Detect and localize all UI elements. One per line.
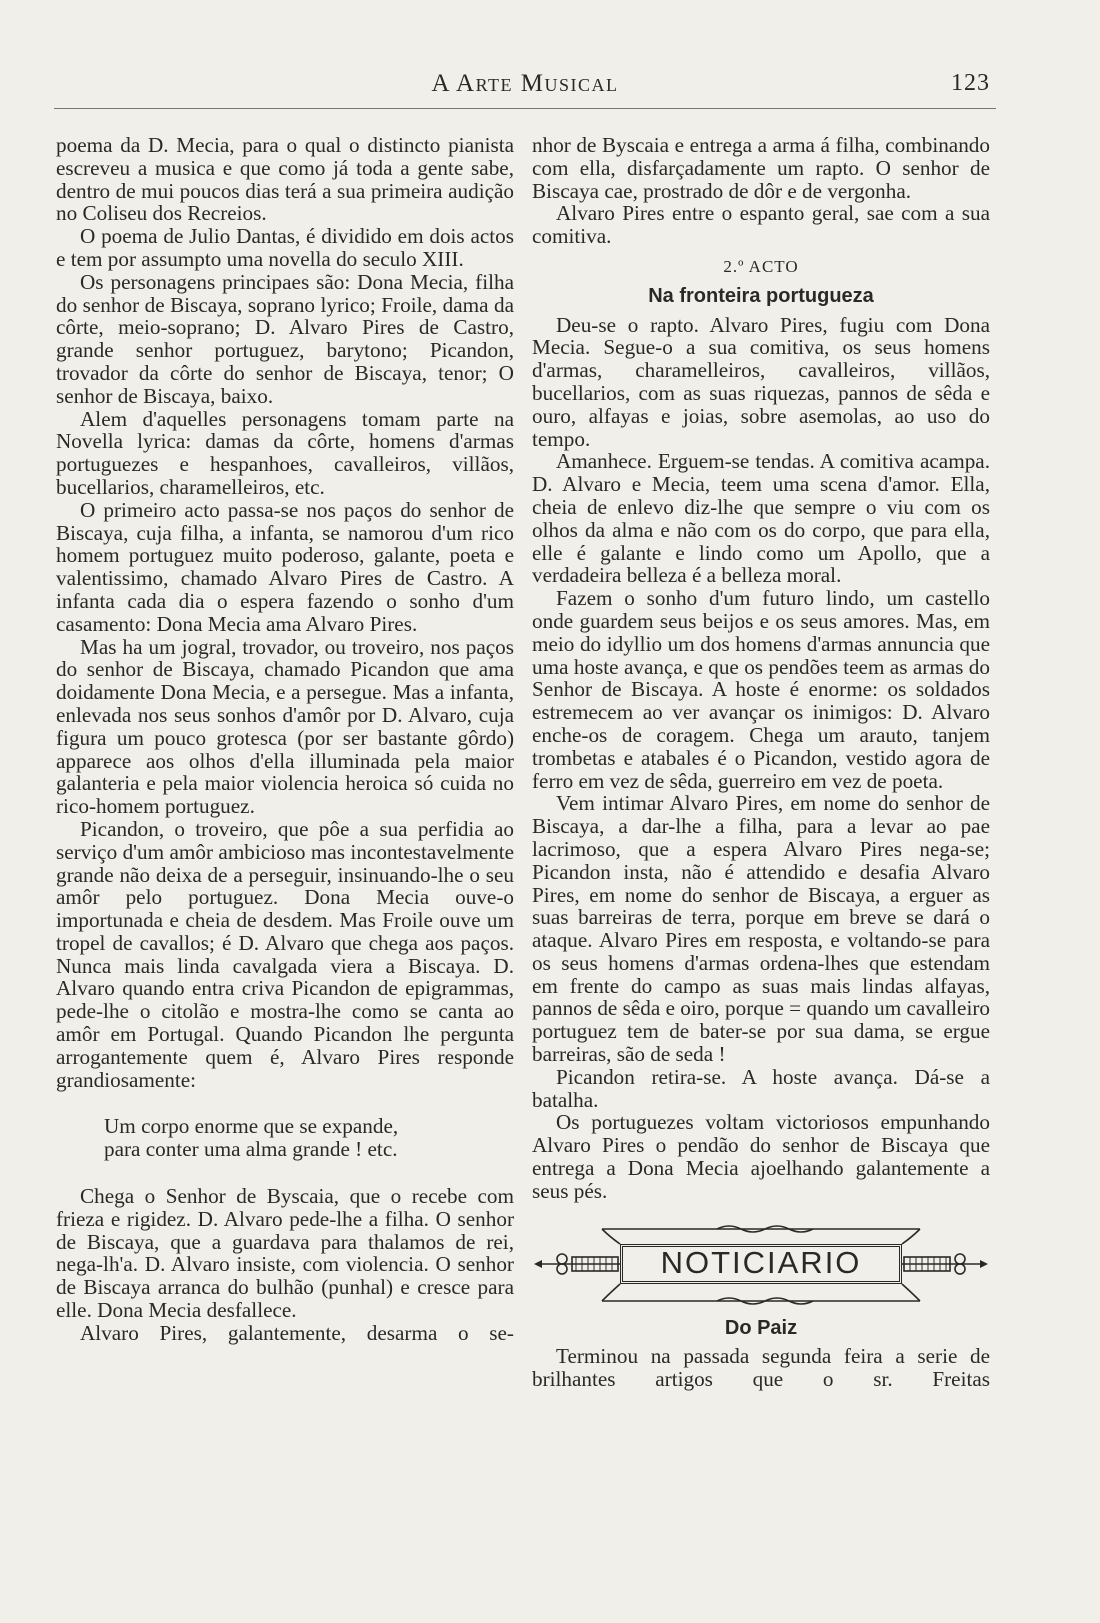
paragraph: Alvaro Pires, galantemente, desarma o se- bbox=[80, 1320, 514, 1345]
paragraph: Terminou na passada segunda feira a serie de brilhantes artigos que o sr. Freitas bbox=[532, 1344, 990, 1392]
paragraph: Os personagens principaes são: Dona Mecia, filha do senhor de Biscaya, soprano lyrico; Froile, dama da côrte, meio-soprano; D. Alvaro Pires de Castro, grande senhor portuguez, barytono; Picandon, trovador da côrte do senhor de Biscaya, tenor; O senhor de Biscaya, baixo. bbox=[56, 269, 514, 408]
act-title: Na fronteira portugueza bbox=[648, 284, 874, 307]
paragraph: Mas ha um jogral, trovador, ou troveiro, nos paços do senhor de Biscaya, chamado Picandon que ama doidamente Dona Mecia, e a persegue. Mas a infanta, enlevada nos seus sonhos d'amôr por D. Alvaro, cuja figura um pouco grotesca (por ser bastante gôrdo) apparece aos olhos d'ella illuminada pela maior galanteria e pela maior violencia heroica só cuida no rico-homem portuguez. bbox=[56, 634, 514, 819]
page-header bbox=[54, 70, 996, 106]
paragraph: poema da D. Mecia, para o qual o distincto pianista escreveu a musica e que como já toda a gente sabe, dentro de mui poucos dias terá a sua primeira audição no Coliseu dos Recreios. bbox=[56, 133, 514, 226]
page-number: 123 bbox=[951, 70, 990, 96]
left-column bbox=[56, 134, 514, 1345]
paragraph: Picandon, o troveiro, que pôe a sua perfidia ao serviço d'um amôr ambicioso mas incontestavelmente grande não deixa de a perseguir, insinuando-lhe o seu amôr pelo portuguez. Dona Mecia ouve-o importunada e cheia de desdem. Mas Froile ouve um tropel de cavallos; é D. Alvaro que chega aos paços. Nunca mais linda cavalgada viera a Biscaya. D. Alvaro quando entra criva Picandon de epigrammas, pede-lhe o citolão e mostra-lhe como se canta ao amôr em Portugal. Quando Picandon lhe pergunta arrogantemente quem é, Alvaro Pires responde grandiosamente: bbox=[56, 816, 514, 1092]
paragraph: O poema de Julio Dantas, é dividido em dois actos e tem por assumpto uma novella do seculo XIII. bbox=[56, 224, 514, 271]
verse-line: para conter uma alma grande ! etc. bbox=[104, 1137, 398, 1162]
paragraph: O primeiro acto passa-se nos paços do senhor de Biscaya, cuja filha, a infanta, se namorou d'um rico homem portuguez muito poderoso, galante, poeta e valentissimo, chamado Alvaro Pires de Castro. A infanta cada dia o espera fazendo o sonho d'um casamento: Dona Mecia ama Alvaro Pires. bbox=[56, 497, 514, 636]
paragraph: Os portuguezes voltam victoriosos empunhando Alvaro Pires o pendão do senhor de Biscaya que entrega a Dona Mecia ajoelhando galantemente a seus pés. bbox=[532, 1110, 990, 1203]
paragraph: Alvaro Pires entre o espanto geral, sae com a sua comitiva. bbox=[532, 201, 990, 249]
verse-line: Um corpo enorme que se expande, bbox=[104, 1114, 399, 1139]
header-rule bbox=[54, 108, 996, 109]
act-heading: 2.º ACTO bbox=[723, 256, 799, 276]
verse-quote bbox=[104, 1115, 514, 1161]
paragraph: Picandon retira-se. A hoste avança. Dá-se a batalha. bbox=[532, 1064, 990, 1112]
paragraph: Deu-se o rapto. Alvaro Pires, fugiu com Dona Mecia. Segue-o a sua comitiva, os seus homens d'armas, charamelleiros, cavalleiros, villãos, bucellarios, com as suas riquezas, pannos de sêda e ouro, alfayas e joias, sobre asemolas, ao uso do tempo. bbox=[532, 312, 990, 451]
paragraph: Fazem o sonho d'um futuro lindo, um castello onde guardem seus beijos e os seus amores. Mas, em meio do idyllio um dos homens d'armas annuncia que uma hoste avança, e que os pendões teem as armas do Senhor de Biscaya. A hoste é enorme: os soldados estremecem ao ver avançar os inimigos: D. Alvaro enche-os de coragem. Chega um arauto, tanjem trombetas e atabales é o Picandon, vestido agora de ferro em vez de sêda, guerreiro em vez de poeta. bbox=[532, 586, 990, 793]
noticiario-banner bbox=[532, 1223, 990, 1307]
paragraph: Amanhece. Erguem-se tendas. A comitiva acampa. D. Alvaro e Mecia, teem uma scena d'amor. Ella, cheia de enlevo diz-lhe que sempre o viu com os olhos da alma e não com os do corpo, que para ella, elle é galante e lindo como um Apollo, que a verdadeira belleza é a belleza moral. bbox=[532, 449, 990, 588]
section-title: Do Paiz bbox=[724, 1316, 798, 1339]
journal-title: A Arte Musical bbox=[431, 70, 619, 97]
right-column bbox=[532, 134, 990, 1391]
paragraph: nhor de Byscaia e entrega a arma á filha, combinando com ella, disfarçadamente um rapto. O senhor de Biscaya cae, prostrado de dôr e de vergonha. bbox=[532, 133, 990, 203]
paragraph: Chega o Senhor de Byscaia, que o recebe com frieza e rigidez. D. Alvaro pede-lhe a filha. O senhor de Biscaya, que a guardava para thalamos de rei, nega-lh'a. D. Alvaro insiste, com violencia. O senhor de Biscaya arranca do bulhão (punhal) e cresce para elle. Dona Mecia desfallece. bbox=[56, 1184, 514, 1323]
noticiario-title: NOTICIARIO bbox=[620, 1244, 902, 1284]
paragraph: Vem intimar Alvaro Pires, em nome do senhor de Biscaya, a dar-lhe a filha, para a levar ao pae lacrimoso, que a espera Alvaro Pires nega-se; Picandon insta, não é attendido e desafia Alvaro Pires, em nome do senhor de Biscaya, a erguer as suas barreiras de terra, porque em breve se dará o ataque. Alvaro Pires em resposta, e voltando-se para os seus homens d'armas ordena-lhes que estendam em frente do campo as suas mais lindas alfayas, pannos de sêda e oiro, porque = quando um cavalleiro portuguez tem de bater-se por sua dama, se ergue barreiras, são de seda ! bbox=[532, 791, 990, 1067]
paragraph: Alem d'aquelles personagens tomam parte na Novella lyrica: damas da côrte, homens d'armas portuguezes e hespanhoes, cavalleiros, villãos, bucellarios, charamelleiros, etc. bbox=[56, 406, 514, 499]
